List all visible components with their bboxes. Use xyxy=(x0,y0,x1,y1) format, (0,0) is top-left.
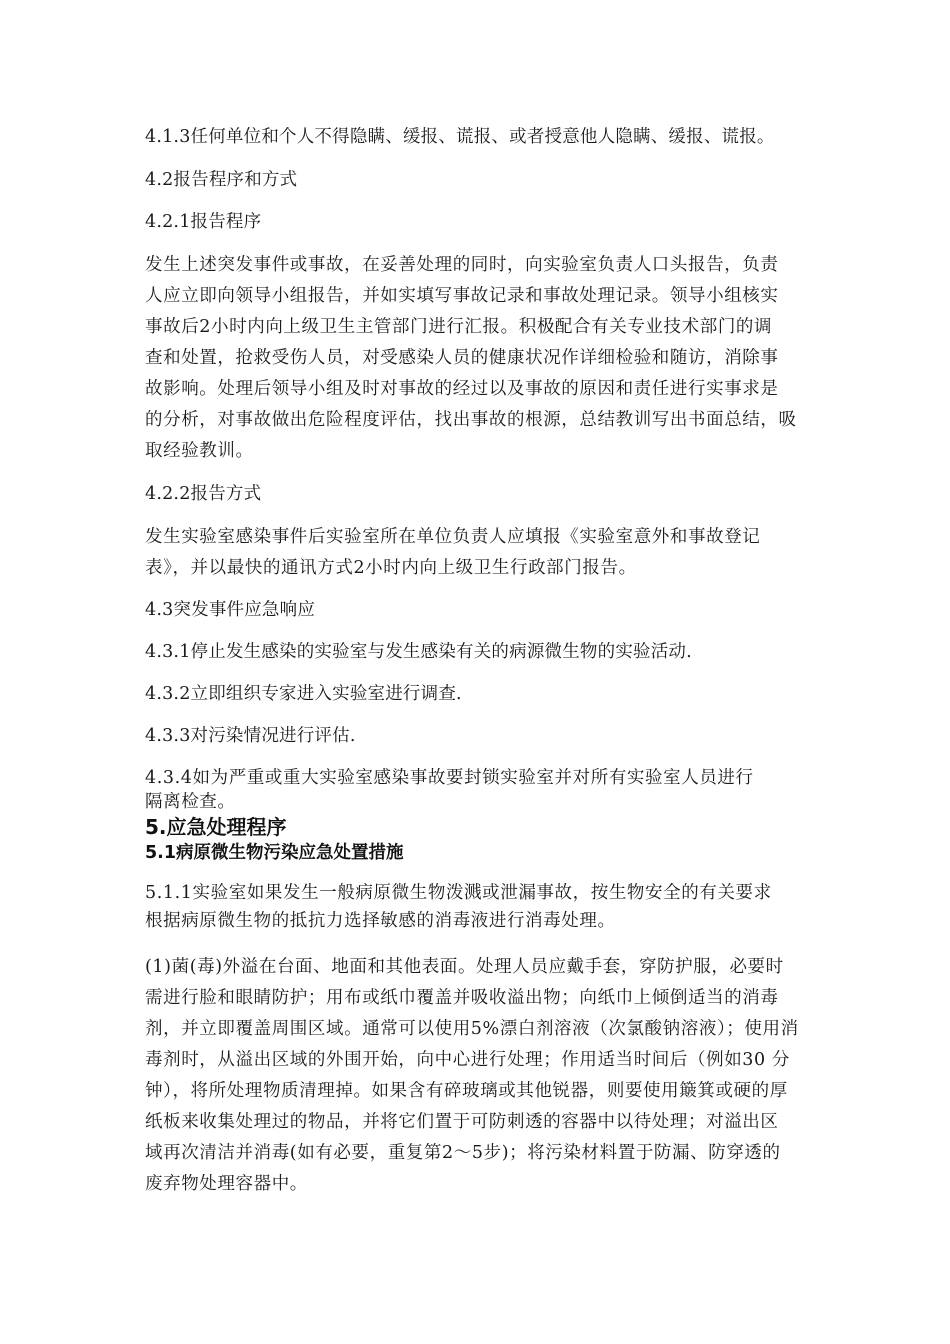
clause-4-3-1: 4.3.1停止发生感染的实验室与发生感染有关的病源微生物的实验活动. xyxy=(145,642,692,662)
paragraph-line: 毒剂时，从溢出区域的外围开始，向中心进行处理；作用适当时间后（例如30 分 xyxy=(145,1050,791,1070)
heading-4-2-2: 4.2.2报告方式 xyxy=(145,484,262,504)
clause-4-1-3: 4.1.3任何单位和个人不得隐瞒、缓报、谎报、或者授意他人隐瞒、缓报、谎报。 xyxy=(145,127,775,147)
paragraph-line: (1)菌(毒)外溢在台面、地面和其他表面。处理人员应戴手套，穿防护服，必要时 xyxy=(145,957,784,977)
heading-4-2: 4.2报告程序和方式 xyxy=(145,170,298,190)
paragraph-line: 事故后2小时内向上级卫生主管部门进行汇报。积极配合有关专业技术部门的调 xyxy=(145,317,773,337)
paragraph-line: 钟），将所处理物质清理掉。如果含有碎玻璃或其他锐器，则要使用簸箕或硬的厚 xyxy=(145,1081,788,1101)
paragraph-line: 查和处置，抢救受伤人员，对受感染人员的健康状况作详细检验和随访，消除事 xyxy=(145,348,779,368)
section-heading-5: 5.应急处理程序 xyxy=(145,815,287,839)
paragraph-line: 的分析，对事故做出危险程度评估，找出事故的根源，总结教训写出书面总结，吸 xyxy=(145,410,797,430)
paragraph-line: 表》，并以最快的通讯方式2小时内向上级卫生行政部门报告。 xyxy=(145,558,637,578)
paragraph-line: 故影响。处理后领导小组及时对事故的经过以及事故的原因和责任进行实事求是 xyxy=(145,379,779,399)
paragraph-line: 5.1.1实验室如果发生一般病原微生物泼溅或泄漏事故，按生物安全的有关要求 xyxy=(145,883,772,903)
heading-4-3: 4.3突发事件应急响应 xyxy=(145,600,316,620)
paragraph-line: 发生实验室感染事件后实验室所在单位负责人应填报《实验室意外和事故登记 xyxy=(145,527,761,547)
paragraph-line: 需进行脸和眼睛防护；用布或纸巾覆盖并吸收溢出物；向纸巾上倾倒适当的消毒 xyxy=(145,988,779,1008)
clause-4-3-3: 4.3.3对污染情况进行评估. xyxy=(145,726,356,746)
paragraph-line: 剂，并立即覆盖周围区域。通常可以使用5%漂白剂溶液（次氯酸钠溶液）；使用消 xyxy=(145,1019,799,1039)
clause-4-3-2: 4.3.2立即组织专家进入实验室进行调查. xyxy=(145,684,462,704)
paragraph-line: 废弃物处理容器中。 xyxy=(145,1174,308,1194)
paragraph-line: 根据病原微生物的抵抗力选择敏感的消毒液进行消毒处理。 xyxy=(145,911,616,931)
heading-4-2-1: 4.2.1报告程序 xyxy=(145,212,262,232)
paragraph-line: 发生上述突发事件或事故，在妥善处理的同时，向实验室负责人口头报告，负责 xyxy=(145,255,779,275)
paragraph-line: 隔离检查。 xyxy=(145,792,236,812)
section-heading-5-1: 5.1病原微生物污染应急处置措施 xyxy=(145,843,404,863)
paragraph-line: 4.3.4如为严重或重大实验室感染事故要封锁实验室并对所有实验室人员进行 xyxy=(145,768,754,788)
paragraph-line: 纸板来收集处理过的物品，并将它们置于可防刺透的容器中以待处理；对溢出区 xyxy=(145,1112,779,1132)
paragraph-line: 人应立即向领导小组报告，并如实填写事故记录和事故处理记录。领导小组核实 xyxy=(145,286,779,306)
paragraph-line: 域再次清洁并消毒(如有必要，重复第2～5步)；将污染材料置于防漏、防穿透的 xyxy=(145,1143,781,1163)
paragraph-line: 取经验教训。 xyxy=(145,441,254,461)
